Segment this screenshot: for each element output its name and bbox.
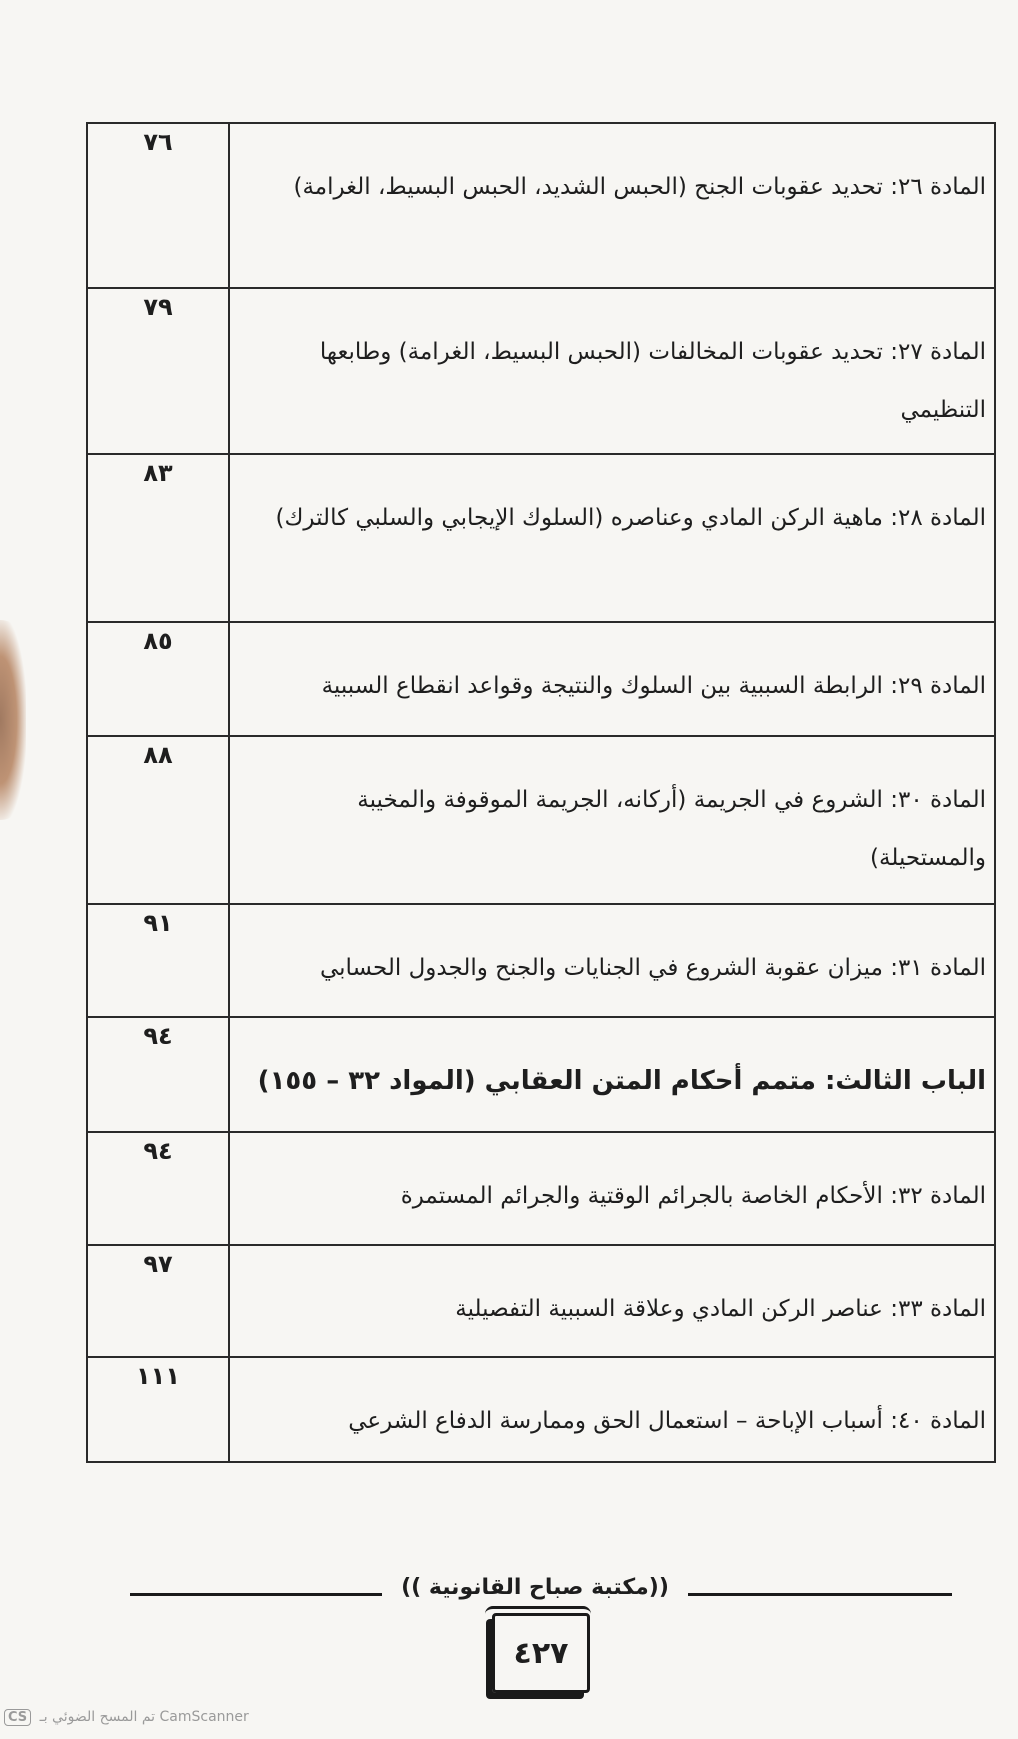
table-row [88,124,994,289]
table-row [88,1246,994,1358]
section-heading [230,1018,994,1131]
toc-entry-title: المادة ٣٣: عناصر الركن المادي وعلاقة السببية التفصيلية [455,1296,986,1322]
toc-entry-title: المادة ٣٠: الشروع في الجريمة (أركانه، الجريمة الموقوفة والمخيبة والمستحيلة) [357,787,986,871]
table-row [88,289,994,455]
camscanner-logo-icon: CS [4,1709,31,1726]
section-title: متمم أحكام المتن العقابي (المواد ٣٢ – ١٥٥) [257,1066,816,1096]
toc-entry-title: المادة ٣٢: الأحكام الخاصة بالجرائم الوقتية والجرائم المستمرة [400,1183,986,1209]
section-label: الباب الثالث: [825,1066,986,1096]
footer-rule-right [688,1593,952,1596]
toc-entry-page: ٧٦ [88,124,230,287]
toc-entry-page: ٨٥ [88,623,230,735]
toc-entry-page: ٨٨ [88,737,230,903]
toc-entry-page: ٩٧ [88,1246,230,1356]
scanner-watermark [4,1709,249,1726]
page-number: ٤٢٧ [513,1635,569,1671]
toc-entry-page: ٩٤ [88,1018,230,1131]
toc-entry-page: ٩١ [88,905,230,1016]
toc-entry-page: ٧٩ [88,289,230,453]
table-row [88,623,994,737]
table-row [88,1358,994,1461]
toc-entry-page: ٩٤ [88,1133,230,1244]
table-of-contents [86,122,996,1463]
toc-entry-page: ٨٣ [88,455,230,621]
watermark-text: تم المسح الضوئي بـ CamScanner [39,1709,249,1725]
table-row [88,737,994,905]
table-row [88,905,994,1018]
toc-entry-title: المادة ٣١: ميزان عقوبة الشروع في الجنايات والجنح والجدول الحسابي [319,955,986,981]
footer-library-name: ((مكتبة صباح القانونية )) [401,1575,669,1600]
table-row [88,1133,994,1246]
page-edge-shadow [0,620,26,820]
toc-entry-title: المادة ٢٦: تحديد عقوبات الجنح (الحبس الشديد، الحبس البسيط، الغرامة) [293,174,986,200]
toc-entry-title: المادة ٤٠: أسباب الإباحة – استعمال الحق وممارسة الدفاع الشرعي [348,1408,986,1434]
toc-entry-title: المادة ٢٩: الرابطة السببية بين السلوك والنتيجة وقواعد انقطاع السببية [321,673,986,699]
table-row [88,455,994,623]
toc-entry-title: المادة ٢٨: ماهية الركن المادي وعناصره (السلوك الإيجابي والسلبي كالترك) [275,505,986,531]
table-row-section [88,1018,994,1133]
footer-rule-left [130,1593,382,1596]
toc-entry-title: المادة ٢٧: تحديد عقوبات المخالفات (الحبس البسيط، الغرامة) وطابعها التنظيمي [319,339,986,423]
page-number-box [492,1613,590,1693]
toc-entry-page: ١١١ [88,1358,230,1461]
